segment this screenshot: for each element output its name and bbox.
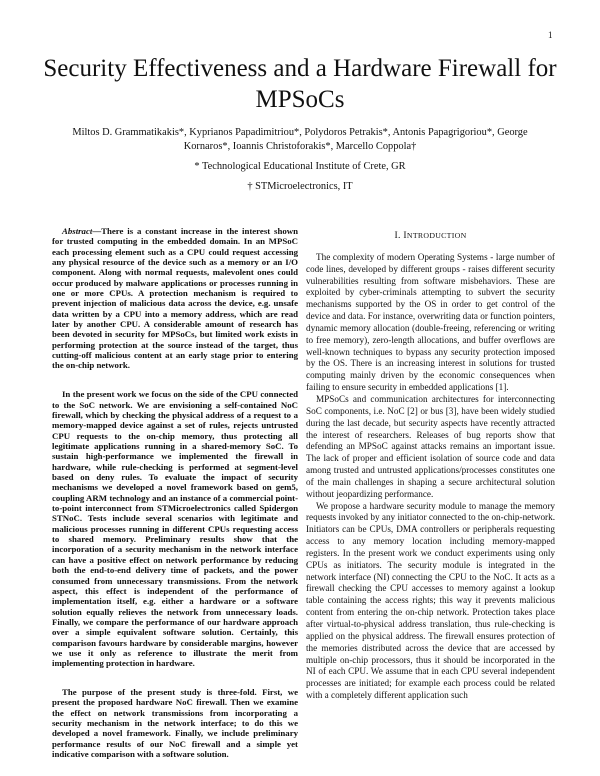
paper-title: Security Effectiveness and a Hardware Firewall for MPSoCs (43, 55, 557, 113)
section-heading-introduction (306, 230, 555, 242)
abstract-label: Abstract (62, 226, 93, 236)
abstract-paragraph (52, 226, 298, 371)
author-list: Miltos D. Grammatikakis*, Kyprianos Papadimitriou*, Polydoros Petrakis*, Antonis Papagrigoriou*, George Kornaros*, Ioannis Christoforakis*, Marcello Coppola† (72, 127, 528, 152)
left-column (52, 226, 298, 760)
abstract-paragraph-3: The purpose of the present study is three-fold. First, we present the proposed hardware NoC firewall. Then we examine the effect on network transmissions from incorporating a security mechanism in the network interface; to do this we developed a novel framework. Finally, we include preliminary performance results of our NoC firewall and a simple yet indicative comparison with a software solution. (52, 687, 298, 760)
right-column (306, 230, 555, 702)
intro-paragraph-3: We propose a hardware security module to manage the memory requests invoked by any initiator connected to the on-chip-network. Initiators can be CPUs, DMA controllers or peripherals requesting access to any memory location including memory-mapped registers. In the present work we conduct experiments using only CPUs as initiators. The security module is integrated in the network interface (NI) connecting the CPU to the NoC. It acts as a firewall checking the CPU accesses to memory against a lookup table containing the access rights; this way it prevents malicious content from entering the on-chip network. Protection takes place after virtual-to-physical address translation, thus rule-checking is applied on the physical address. The firewall ensures protection of the memories distributed across the device that are accessed by multiple on-chip processors, thus it should be incorporated in the NI of each CPU. We assume that in each CPU several independent processes are initiated; for example each process could be related with a completely different application such (306, 500, 555, 701)
section-number: I. (394, 230, 401, 241)
affiliation-stmicro: † STMicroelectronics, IT (247, 181, 353, 192)
page-number: 1 (548, 30, 553, 40)
affiliation-teicrete: * Technological Educational Institute of Crete, GR (194, 161, 406, 172)
abstract-paragraph-2: In the present work we focus on the side of the CPU connected to the SoC network. We are envisioning a self-contained NoC firewall, which by checking the physical address of a request to a memory-mapped device against a set of rules, rejects untrusted CPU requests to the on-chip memory, thus protecting all legitimate applications running in a shared-memory SoC. To sustain high-performance we implemented the firewall in hardware, while rule-checking is performed at segment-level based on deny rules. To evaluate the impact of security mechanisms we developed a novel framework based on gem5, coupling ARM technology and an instance of a commercial point-to-point interconnect from STMicroelectronics called Spidergon STNoC. Tests include several scenarios with legitimate and malicious processes running in different CPUs requesting access to shared memory. Preliminary results show that the incorporation of a security mechanism in the network interface can have a positive effect on network performance by reducing both the end-to-end delivery time of packets, and the power consumed from unnecessary transmissions. From the network aspect, this effect is independent of the performance of implementation itself, e.g. either a hardware or a software solution equally relieves the network from unnecessary loads. Finally, we compare the performance of our hardware approach over a simple equivalent software solution. Certainly, this comparison favours hardware by considerable margins, however we use it only as reference to illustrate the merit from implementing protection in hardware. (52, 389, 298, 669)
intro-paragraph-2: MPSoCs and communication architectures for interconnecting SoC components, i.e. NoC [2] or bus [3], have been widely studied during the last decade, but security aspects have recently attracted the interest of researchers. Releases of bug reports show that defending an MPSoC against attacks remains an important issue. The lack of proper and efficient isolation of source code and data among trusted and untrusted applications/processes constitutes one of the main challenges in shaping a secure architectural solution without jeopardizing performance. (306, 393, 555, 499)
intro-paragraph-1: The complexity of modern Operating Systems - large number of code lines, developed by different groups - raises different security vulnerabilities resulting from software misbehaviors. These are exploited by cyber-criminals attempting to subvert the security mechanisms supported by the OS in order to get control of the device and data. For instance, overwriting data or function pointers, dynamic memory allocation (double-freeing, referencing or writing to free memory), zero-length allocations, and buffer overflows are well-known techniques to bypass any security protection imposed by the OS. There is an increasing interest in solutions for trusted computing mainly driven by the economic consequences when failing to ensure security in embedded applications [1]. (306, 251, 556, 393)
section-title-initial: I (403, 230, 407, 241)
abstract-text: —There is a constant increase in the interest shown for trusted computing in the embedded domain. In an MPSoC each processing element such as a CPU could request accessing any physical resource of the device such as a memory or an I/O component. Along with normal requests, malevolent ones could occur produced by malware applications or processes running in one or more CPUs. A protection mechanism is required to prevent injection of malicious data across the device, e.g. unsafe data written by a CPU into a memory address, which are read later by another CPU. A considerable amount of research has been devoted in security for MPSoCs, but limited work exists in performing protection at the source instead of the target, thus cutting-off malicious content at an early stage prior to entering the on-chip network. (52, 226, 298, 371)
section-title-rest: NTRODUCTION (406, 231, 467, 240)
